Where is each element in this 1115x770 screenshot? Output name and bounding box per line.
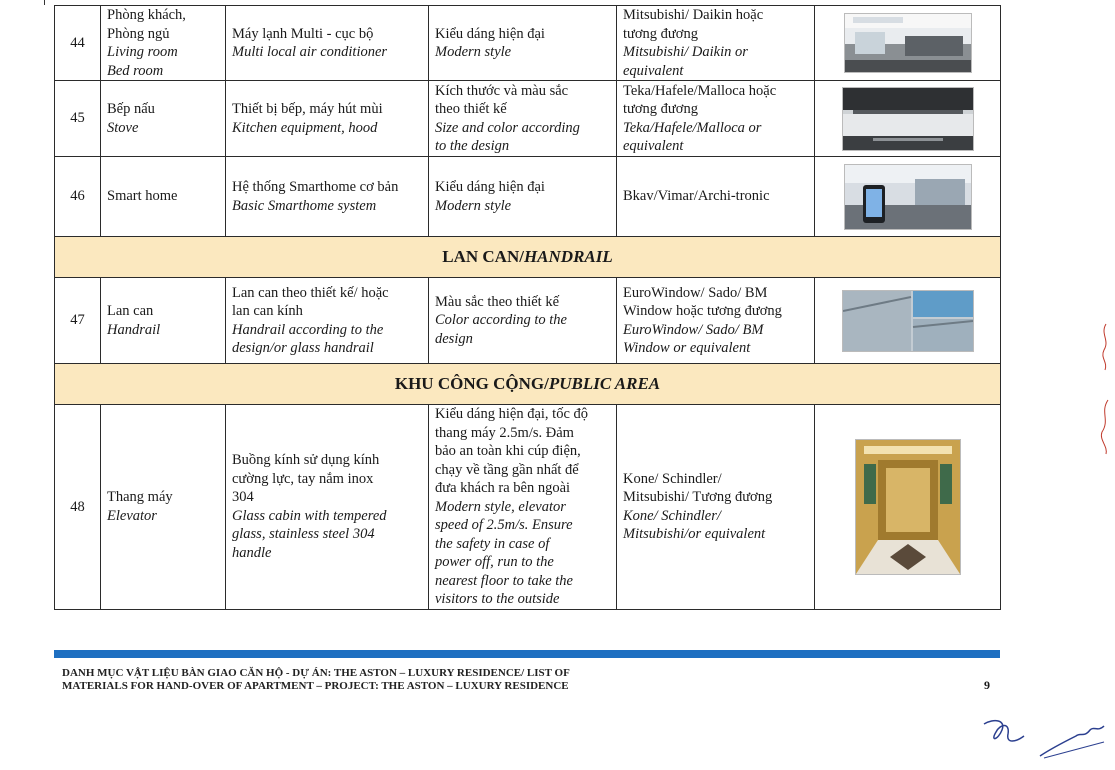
cell-text-english: nearest floor to take the	[435, 572, 573, 589]
item-cell	[101, 405, 226, 610]
cell-text: Smart home	[107, 188, 178, 205]
cell-text-english: the safety in case of	[435, 535, 550, 552]
cell-text-english: equivalent	[623, 62, 684, 79]
cell-text-english: Teka/Hafele/Malloca or	[623, 119, 762, 136]
cell-text: cường lực, tay nắm inox	[232, 470, 374, 487]
kitchen-hood-photo	[842, 87, 974, 151]
cell-text: Mitsubishi/ Daikin hoặc	[623, 7, 764, 23]
page-number: 9	[984, 678, 990, 692]
cell-text-english: Multi local air conditioner	[232, 44, 388, 60]
cell-text-english: visitors to the outside	[435, 591, 560, 607]
cell-text: theo thiết kế	[435, 101, 507, 117]
description-cell	[226, 81, 429, 157]
cell-text: bảo an toàn khi cúp điện,	[435, 443, 581, 459]
cell-text: thang máy 2.5m/s. Đảm	[435, 424, 574, 441]
row-number: 45	[55, 81, 101, 157]
cell-text: tương đương	[623, 101, 698, 117]
cell-text: Thang máy	[107, 489, 173, 506]
footer-line: DANH MỤC VẬT LIỆU BÀN GIAO CĂN HỘ - DỰ ÁN: THE ASTON – LUXURY RESIDENCE/ LIST OF	[62, 667, 570, 679]
cell-text-english: handle	[232, 544, 272, 561]
cell-text: Kone/ Schindler/	[623, 470, 722, 487]
brand-cell	[617, 157, 815, 237]
cell-text-english: Mitsubishi/or equivalent	[623, 526, 766, 543]
cell-text: Máy lạnh Multi - cục bộ	[232, 25, 374, 42]
air-conditioner-room-photo	[844, 13, 972, 73]
table-row	[55, 6, 1001, 81]
cell-text: tương đương	[623, 25, 698, 42]
table-row	[55, 157, 1001, 237]
cell-text: Màu sắc theo thiết kế	[435, 293, 560, 310]
cell-text-english: Kone/ Schindler/	[623, 507, 721, 524]
cell-text: 304	[232, 489, 254, 506]
row-number: 47	[55, 278, 101, 364]
cell-text: Window hoặc tương đương	[623, 303, 782, 319]
section-header-handrail	[55, 237, 1001, 278]
description-cell	[226, 405, 429, 610]
brand-cell	[617, 81, 815, 157]
table-row	[55, 81, 1001, 157]
section-title: LAN CAN/HANDRAIL	[55, 237, 1001, 278]
photo-cell	[815, 6, 1001, 81]
item-cell	[101, 157, 226, 237]
cell-text-english: glass, stainless steel 304	[232, 526, 375, 543]
cell-text: Kiểu dáng hiện đại, tốc độ	[435, 406, 589, 422]
footer-line: MATERIALS FOR HAND-OVER OF APARTMENT – PROJECT: THE ASTON – LUXURY RESIDENCE	[62, 679, 569, 692]
cell-text: Mitsubishi/ Tương đương	[623, 489, 773, 506]
description-cell	[226, 157, 429, 237]
item-cell	[101, 278, 226, 364]
cell-text-english: Bed room	[107, 62, 164, 79]
table-row	[55, 278, 1001, 364]
cell-text-english: to the design	[435, 138, 510, 154]
cell-text-english: Size and color according	[435, 119, 580, 136]
cell-text-english: Glass cabin with tempered	[232, 507, 387, 524]
specification-cell	[429, 157, 617, 237]
cell-text-english: power off, run to the	[435, 554, 554, 570]
cell-text: Kích thước và màu sắc	[435, 82, 569, 99]
specification-cell	[429, 81, 617, 157]
description-cell	[226, 278, 429, 364]
glass-handrail-photo	[842, 290, 974, 352]
specification-cell	[429, 405, 617, 610]
item-cell	[101, 81, 226, 157]
cell-text-english: Modern style	[435, 197, 512, 214]
footer-divider-bar	[54, 650, 1000, 658]
smart-home-photo	[844, 164, 972, 230]
specification-cell	[429, 6, 617, 81]
cell-text: Lan can theo thiết kế/ hoặc	[232, 284, 389, 301]
cell-text-english: Living room	[107, 44, 178, 60]
cell-text: Hệ thống Smarthome cơ bản	[232, 179, 399, 195]
table-row	[55, 405, 1001, 610]
cell-text: Phòng khách,	[107, 7, 186, 23]
cell-text-english: Handrail according to the	[232, 321, 384, 338]
cell-text: đưa khách ra bên ngoài	[435, 480, 571, 496]
cell-text: Lan can	[107, 303, 154, 319]
section-title: KHU CÔNG CỘNG/PUBLIC AREA	[55, 364, 1001, 405]
cell-text-english: Color according to the	[435, 312, 567, 329]
cell-text: lan can kính	[232, 303, 303, 319]
cell-text-english: Modern style, elevator	[435, 498, 566, 515]
brand-cell	[617, 405, 815, 610]
cell-text-english: Stove	[107, 119, 139, 136]
specification-cell	[429, 278, 617, 364]
row-number: 48	[55, 405, 101, 610]
document-footer	[62, 667, 570, 692]
cell-text: Buồng kính sử dụng kính	[232, 452, 380, 469]
cell-text: Kiểu dáng hiện đại	[435, 25, 545, 42]
row-number: 44	[55, 6, 101, 81]
photo-cell	[815, 405, 1001, 610]
materials-table	[54, 5, 1001, 610]
item-cell	[101, 6, 226, 81]
cell-text-english: Modern style	[435, 44, 512, 60]
cell-text: Teka/Hafele/Malloca hoặc	[623, 82, 777, 99]
elevator-cabin-photo	[855, 439, 961, 575]
cell-text-english: Kitchen equipment, hood	[232, 119, 378, 136]
cell-text-english: EuroWindow/ Sado/ BM	[623, 321, 764, 338]
cell-text-english: Elevator	[107, 507, 157, 524]
crop-mark	[44, 0, 45, 5]
cell-text-english: equivalent	[623, 138, 684, 154]
cell-text: EuroWindow/ Sado/ BM	[623, 284, 768, 301]
cell-text-english: Basic Smarthome system	[232, 197, 377, 214]
cell-text-english: speed of 2.5m/s. Ensure	[435, 517, 573, 533]
photo-cell	[815, 157, 1001, 237]
margin-signature-marks	[1096, 320, 1114, 460]
cell-text: Thiết bị bếp, máy hút mùi	[232, 101, 383, 117]
brand-cell	[617, 6, 815, 81]
cell-text-english: Handrail	[107, 321, 161, 338]
cell-text-english: design/or glass handrail	[232, 340, 374, 356]
cell-text: Bếp nấu	[107, 101, 155, 117]
cell-text-english: Mitsubishi/ Daikin or	[623, 44, 748, 60]
section-header-public-area	[55, 364, 1001, 405]
cell-text: Bkav/Vimar/Archi-tronic	[623, 188, 770, 205]
cell-text-english: design	[435, 330, 473, 347]
photo-cell	[815, 81, 1001, 157]
cell-text-english: Window or equivalent	[623, 340, 751, 356]
row-number: 46	[55, 157, 101, 237]
signature-initials	[980, 712, 1110, 762]
cell-text: Phòng ngủ	[107, 25, 170, 42]
description-cell	[226, 6, 429, 81]
photo-cell	[815, 278, 1001, 364]
brand-cell	[617, 278, 815, 364]
cell-text: Kiểu dáng hiện đại	[435, 179, 545, 195]
cell-text: chạy về tầng gần nhất để	[435, 461, 579, 478]
